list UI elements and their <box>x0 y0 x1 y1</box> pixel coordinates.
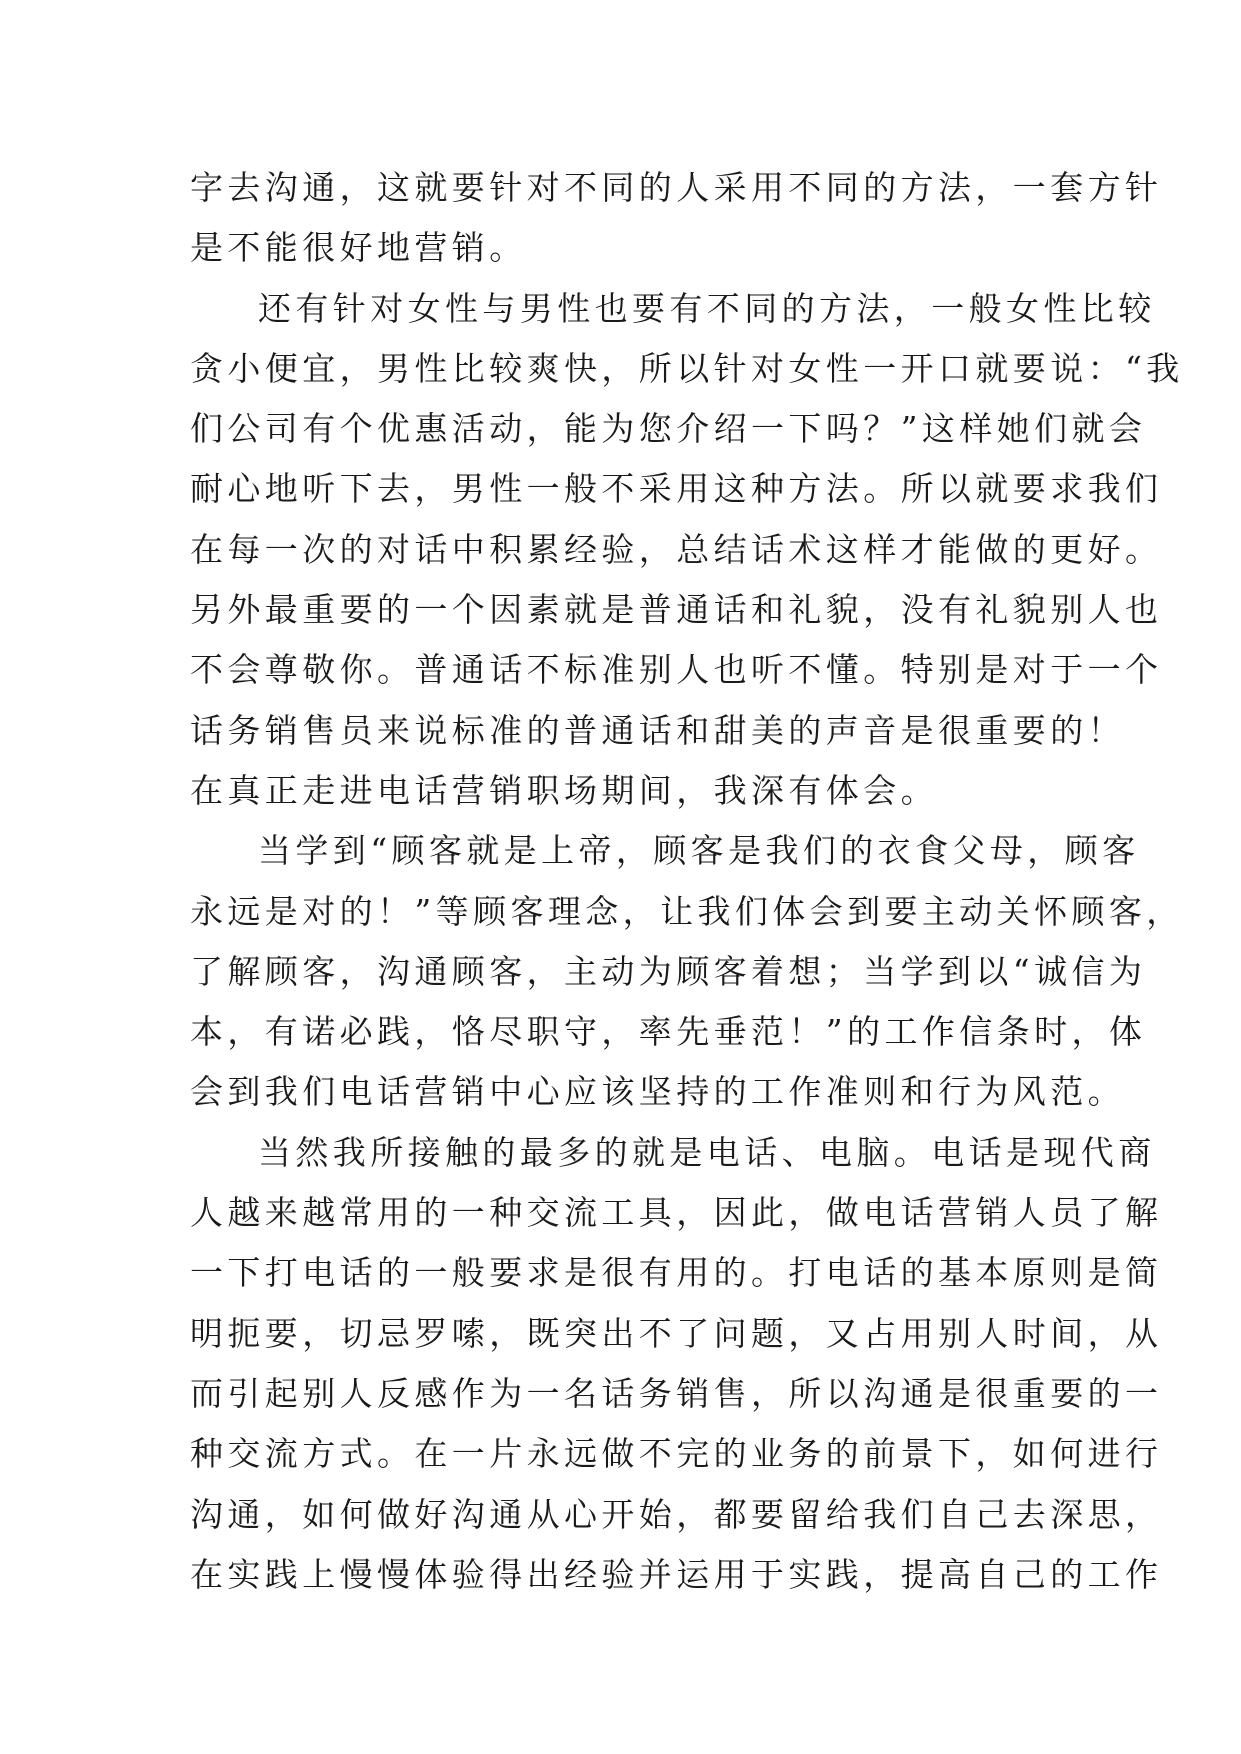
text-line: 人越来越常用的一种交流工具，因此，做电话营销人员了解 <box>190 1193 1163 1233</box>
text-line: 而引起别人反感作为一名话务销售，所以沟通是很重要的一 <box>190 1373 1163 1413</box>
text-line: 还有针对女性与男性也要有不同的方法，一般女性比较 <box>258 288 1156 328</box>
text-line: 贪小便宜，男性比较爽快，所以针对女性一开口就要说：“我 <box>190 348 1184 388</box>
text-line: 永远是对的！”等顾客理念，让我们体会到要主动关怀顾客， <box>190 891 1184 931</box>
text-line: 在每一次的对话中积累经验，总结话术这样才能做的更好。 <box>190 529 1163 569</box>
text-line: 明扼要，切忌罗嗦，既突出不了问题，又占用别人时间，从 <box>190 1313 1163 1353</box>
text-line: 了解顾客，沟通顾客，主动为顾客着想；当学到以“诚信为 <box>190 951 1147 991</box>
text-line: 种交流方式。在一片永远做不完的业务的前景下，如何进行 <box>190 1434 1163 1474</box>
text-line: 在真正走进电话营销职场期间，我深有体会。 <box>190 770 938 810</box>
text-line: 当然我所接触的最多的就是电话、电脑。电话是现代商 <box>258 1132 1156 1172</box>
text-line: 不会尊敬你。普通话不标准别人也听不懂。特别是对于一个 <box>190 650 1163 690</box>
text-line: 字去沟通，这就要针对不同的人采用不同的方法，一套方针 <box>190 168 1163 207</box>
text-line: 沟通，如何做好沟通从心开始，都要留给我们自己去深思， <box>190 1494 1163 1534</box>
body-text <box>190 158 1184 1605</box>
text-line: 本，有诺必践，恪尽职守，率先垂范！”的工作信条时，体 <box>190 1012 1147 1052</box>
text-line: 会到我们电话营销中心应该坚持的工作准则和行为风范。 <box>190 1072 1125 1112</box>
text-line: 当学到“顾客就是上帝，顾客是我们的衣食父母，顾客 <box>258 831 1140 871</box>
text-line: 耐心地听下去，男性一般不采用这种方法。所以就要求我们 <box>190 469 1163 509</box>
text-line: 们公司有个优惠活动，能为您介绍一下吗？”这样她们就会 <box>190 409 1147 449</box>
text-line: 一下打电话的一般要求是很有用的。打电话的基本原则是简 <box>190 1253 1163 1293</box>
text-line: 在实践上慢慢体验得出经验并运用于实践，提高自己的工作 <box>190 1554 1163 1594</box>
text-line: 是不能很好地营销。 <box>190 228 527 268</box>
text-line: 话务销售员来说标准的普通话和甜美的声音是很重要的！ <box>190 710 1125 750</box>
text-line: 另外最重要的一个因素就是普通话和礼貌，没有礼貌别人也 <box>190 590 1163 630</box>
